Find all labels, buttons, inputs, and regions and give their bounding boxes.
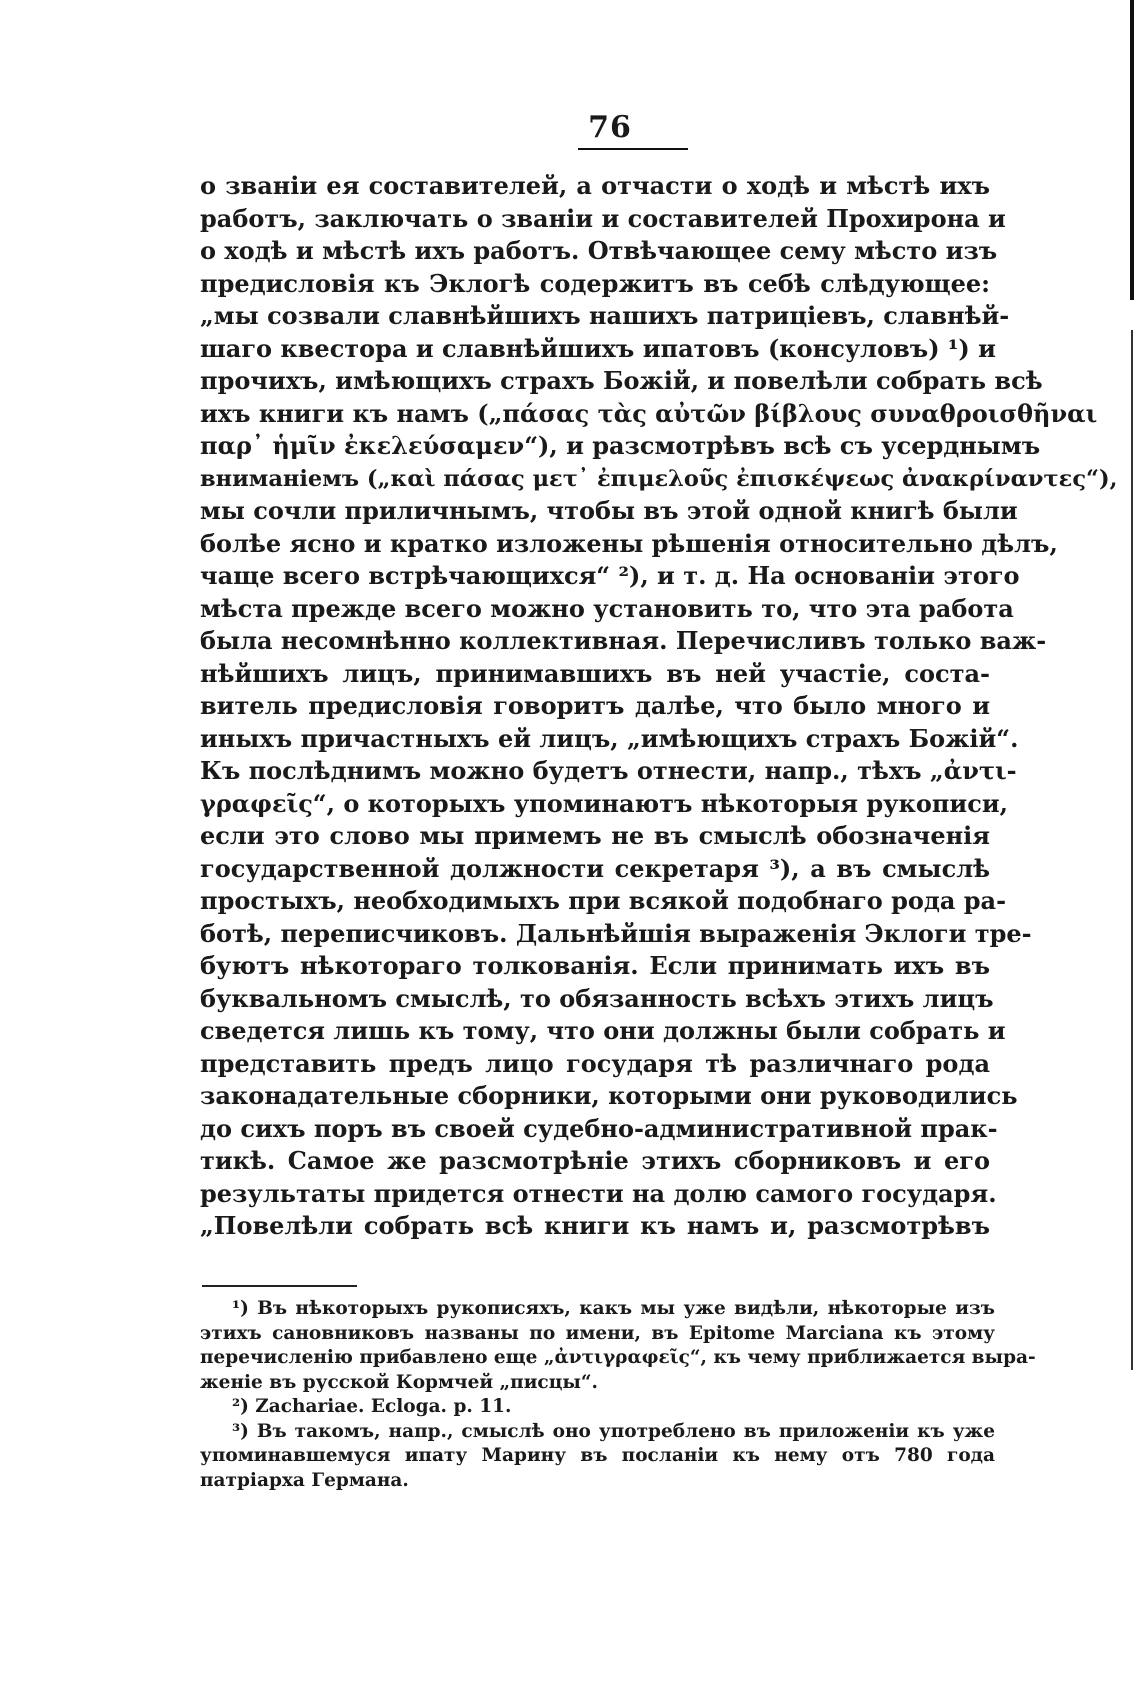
text-line: мѣста прежде всего можно установить то, что эта работа — [200, 593, 1014, 623]
text-line: о званіи ея составителей, а отчасти о ходѣ и мѣстѣ ихъ — [200, 171, 990, 200]
text-line: „Повелѣли собрать всѣ книги къ намъ и, разсмотрѣвъ — [200, 1211, 990, 1240]
text-line: тикѣ. Самое же разсмотрѣніе этихъ сборниковъ и его — [200, 1146, 990, 1175]
text-line: представить предъ лицо государя тѣ различнаго рода — [200, 1048, 990, 1078]
footnote-1-line: женіе въ русской Кормчей „писцы“. — [200, 1371, 598, 1393]
text-line: простыхъ, необходимыхъ при всякой подобнаго рода ра- — [200, 886, 1007, 915]
scan-edge-shadow — [1130, 0, 1134, 300]
text-line: мы сочли приличнымъ, чтобы въ этой одной книгѣ были — [200, 496, 1018, 525]
text-line: вниманіемъ („καὶ πάσας μετ᾽ ἐπιμελοῦς ἐπισκέψεως ἀνακρίναντες“), — [200, 465, 1118, 492]
text-line: болѣе ясно и кратко изложены рѣшенія относительно дѣлъ, — [200, 528, 1058, 558]
text-line: результаты придется отнести на долю самого государя. — [200, 1178, 997, 1208]
text-line: до сихъ поръ въ своей судебно-административной прак- — [200, 1113, 998, 1143]
page-number: 76 — [588, 110, 632, 145]
text-line: законадательные сборники, которыми они руководились — [200, 1081, 1018, 1110]
text-line: чаще всего встрѣчающихся“ ²), и т. д. На основаніи этого — [200, 561, 1020, 590]
footnote-1-line: ¹) Въ нѣкоторыхъ рукописяхъ, какъ мы уже видѣли, нѣкоторые изъ — [232, 1298, 995, 1319]
footnote-1-line: этихъ сановниковъ названы по имени, въ Epitome Marciana къ этому — [200, 1322, 995, 1344]
text-line: ихъ книги къ намъ („πάσας τὰς αὐτῶν βίβλους συναθροισθῆναι — [200, 398, 1098, 428]
text-line: сведется лишь къ тому, что они должны были собрать и — [200, 1016, 1006, 1045]
text-line: прочихъ, имѣющихъ страхъ Божій, и повелѣли собрать всѣ — [200, 366, 1043, 395]
text-line: буквальномъ смыслѣ, то обязанность всѣхъ этихъ лицъ — [200, 983, 994, 1013]
footnote-3-line: ³) Въ такомъ, напр., смыслѣ оно употреблено въ приложеніи къ уже — [232, 1420, 995, 1442]
text-line: о ходѣ и мѣстѣ ихъ работъ. Отвѣчающее сему мѣсто изъ — [200, 236, 998, 265]
text-line: γραφεῖς“, о которыхъ упоминаютъ нѣкоторыя рукописи, — [200, 788, 1008, 818]
text-line: нѣйшихъ лицъ, принимавшихъ въ ней участіе, соста- — [200, 658, 990, 688]
text-line: предисловія къ Эклогѣ содержитъ въ себѣ слѣдующее: — [200, 268, 990, 298]
footnote-separator — [202, 1285, 357, 1287]
text-line: витель предисловія говоритъ далѣе, что было много и — [200, 691, 990, 720]
footnote-2: ²) Zachariae. Ecloga. p. 11. — [232, 1396, 512, 1417]
footnote-1-line: перечисленію прибавлено еще „ἀντιγραφεῖς“, къ чему приближается выра- — [200, 1347, 1036, 1368]
text-line: была несомнѣнно коллективная. Перечисливъ только важ- — [200, 626, 1047, 655]
text-line: буютъ нѣкотораго толкованія. Если принимать ихъ въ — [200, 951, 990, 980]
text-line: государственной должности секретаря ³), а въ смыслѣ — [200, 853, 990, 883]
page-number-rule — [578, 148, 688, 150]
text-line: „мы созвали славнѣйшихъ нашихъ патриціевъ, славнѣй- — [200, 301, 1010, 330]
text-line: шаго квестора и славнѣйшихъ ипатовъ (консуловъ) ¹) и — [200, 333, 996, 363]
text-line: παρ᾽ ἡμῖν ἐκελεύσαμεν“), и разсмотрѣвъ всѣ съ усерднымъ — [200, 431, 1041, 460]
text-line: иныхъ причастныхъ ей лицъ, „имѣющихъ страхъ Божій“. — [200, 723, 1019, 753]
main-text — [200, 170, 1118, 1243]
text-line: работъ, заключать о званіи и составителей Прохирона и — [200, 203, 1006, 233]
footnote-3-line: патріарха Германа. — [200, 1469, 409, 1491]
footnote-3-line: упоминавшемуся ипату Марину въ посланіи къ нему отъ 780 года — [200, 1445, 995, 1466]
text-line: Къ послѣднимъ можно будетъ отнести, напр., тѣхъ „ἀντι- — [200, 756, 1017, 785]
text-line: если это слово мы примемъ не въ смыслѣ обозначенія — [200, 821, 990, 850]
text-line: ботѣ, переписчиковъ. Дальнѣйшія выраженія Эклоги тре- — [200, 918, 1032, 948]
scan-edge-shadow-lower — [1131, 330, 1133, 1370]
footnotes — [200, 1297, 1036, 1493]
